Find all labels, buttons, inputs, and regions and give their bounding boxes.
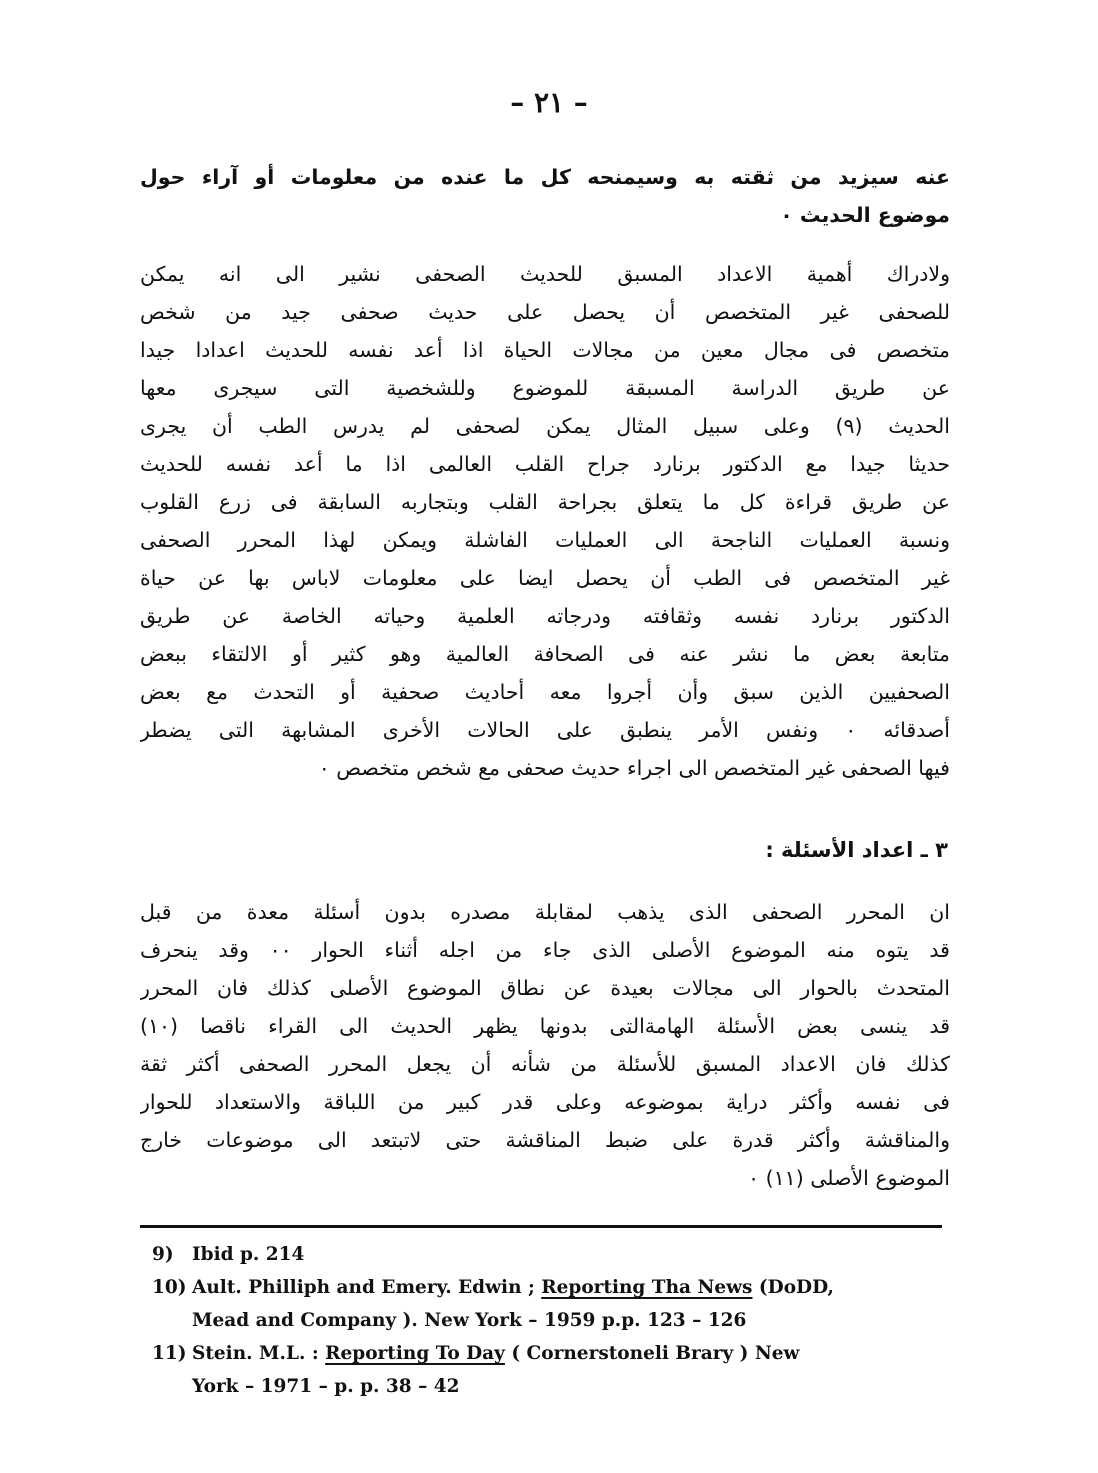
paragraph-3 (140, 893, 950, 1197)
footnote-10-continuation: Mead and Company ). New York – 1959 p.p. 123 – 126 (192, 1310, 747, 1331)
footnote-text: Ibid p. 214 (192, 1244, 305, 1265)
footnote-text: ( Cornerstoneli Brary ) New (504, 1343, 800, 1364)
footnote-book-title: Reporting Tha News (541, 1277, 753, 1298)
footnote-book-title: Reporting To Day (325, 1343, 505, 1364)
text-line: قد يتوه منه الموضوع الأصلى الذى جاء من اجله أثناء الحوار ٠٠ وقد ينحرف (140, 938, 950, 962)
page-number: – ٢١ – (510, 86, 588, 119)
paragraph-2 (140, 255, 950, 787)
footnote-11 (152, 1337, 952, 1370)
text-line: والمناقشة وأكثر قدرة على ضبط المناقشة حتى لاتبتعد الى موضوعات خارج (140, 1128, 950, 1152)
footnote-text: Stein. M.L. : (192, 1343, 326, 1364)
footnote-text: (DoDD, (752, 1277, 834, 1298)
text-line: المتحدث بالحوار الى مجالات بعيدة عن نطاق الموضوع الأصلى كذلك فان المحرر (140, 976, 950, 1000)
text-line: ان المحرر الصحفى الذى يذهب لمقابلة مصدره بدون أسئلة معدة من قبل (140, 900, 950, 924)
footnote-10 (152, 1271, 952, 1304)
footnote-11-continuation: York – 1971 – p. p. 38 – 42 (192, 1376, 460, 1397)
text-line: فى نفسه وأكثر دراية بموضوعه وعلى قدر كبير من اللباقة والاستعداد للحوار (140, 1090, 950, 1114)
text-line: الموضوع الأصلى (١١) ٠ (748, 1166, 950, 1190)
paragraph-1 (140, 158, 950, 234)
footnote-number: 9) (152, 1244, 174, 1265)
footnote-divider (140, 1225, 942, 1228)
text-line: الصحفيين الذين سبق وأن أجروا معه أحاديث صحفية أو التحدث مع بعض (140, 680, 950, 704)
text-line: ولادراك أهمية الاعداد المسبق للحديث الصحفى نشير الى انه يمكن (140, 262, 950, 286)
text-line: ونسبة العمليات الناجحة الى العمليات الفاشلة ويمكن لهذا المحرر الصحفى (140, 528, 950, 552)
text-line: الحديث (٩) وعلى سبيل المثال يمكن لصحفى لم يدرس الطب أن يجرى (140, 414, 950, 438)
text-line: عن طريق الدراسة المسبقة للموضوع وللشخصية التى سيجرى معها (140, 376, 950, 400)
text-line: حديثا جيدا مع الدكتور برنارد جراح القلب العالمى اذا ما أعد نفسه للحديث (140, 452, 950, 476)
text-line: أصدقائه ٠ ونفس الأمر ينطبق على الحالات الأخرى المشابهة التى يضطر (140, 718, 950, 742)
text-line: قد ينسى بعض الأسئلة الهامةالتى بدونها يظهر الحديث الى القراء ناقصا (١٠) (140, 1014, 950, 1038)
text-line: غير المتخصص فى الطب أن يحصل ايضا على معلومات لاباس بها عن حياة (140, 566, 950, 590)
text-line: عن طريق قراءة كل ما يتعلق بجراحة القلب وبتجاربه السابقة فى زرع القلوب (140, 490, 950, 514)
text-line: الدكتور برنارد نفسه وثقافته ودرجاته العلمية وحياته الخاصة عن طريق (140, 604, 950, 628)
text-line: موضوع الحديث ٠ (780, 203, 950, 227)
text-line: للصحفى غير المتخصص أن يحصل على حديث صحفى جيد من شخص (140, 300, 950, 324)
footnote-9 (152, 1238, 952, 1271)
text-line: متخصص فى مجال معين من مجالات الحياة اذا أعد نفسه للحديث اعدادا جيدا (140, 338, 950, 362)
text-line: متابعة بعض ما نشر عنه فى الصحافة العالمية وهو كثير أو الالتقاء ببعض (140, 642, 950, 666)
footnote-number: 11) (152, 1343, 187, 1364)
text-line: كذلك فان الاعداد المسبق للأسئلة من شأنه أن يجعل المحرر الصحفى أكثر ثقة (140, 1052, 950, 1076)
footnote-number: 10) (152, 1277, 187, 1298)
footnote-text: Ault. Philliph and Emery. Edwin ; (192, 1277, 542, 1298)
section-heading: ٣ ـ اعداد الأسئلة : (765, 838, 948, 862)
text-line: فيها الصحفى غير المتخصص الى اجراء حديث صحفى مع شخص متخصص ٠ (318, 756, 950, 780)
footnotes (152, 1238, 952, 1403)
text-line: عنه سيزيد من ثقته به وسيمنحه كل ما عنده من معلومات أو آراء حول (140, 165, 950, 189)
